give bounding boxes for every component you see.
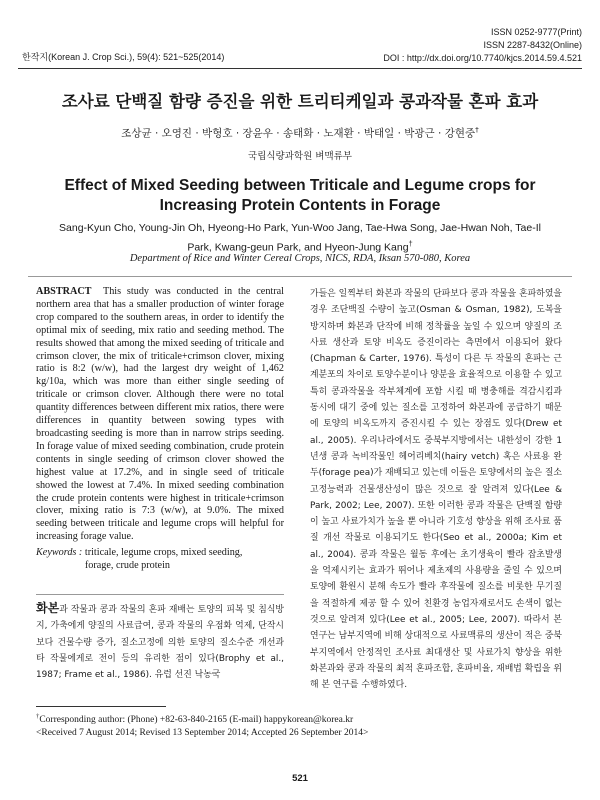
keywords-label: Keywords :: [36, 547, 83, 558]
doi-link[interactable]: DOI : http://dx.doi.org/10.7740/kjcs.2014.59.4.521: [383, 53, 582, 63]
footnote-divider: [36, 706, 166, 707]
journal-reference: 한작지(Korean J. Crop Sci.), 59(4): 521~525(2014): [22, 52, 225, 62]
footnote: [36, 710, 368, 740]
intro-right-column: 가들은 일찍부터 화본과 작물의 단파보다 콩과 작물을 혼파하였을 경우 조단백질 수량이 높고(Osman & Osman, 1982), 도복을 방지하며 화본과 단작에 비해 정착률을 높일 수 있으며 양질의 조사료 생산과 토양 비옥도 증진이라는 측면에서 이용되어 왔다(Chapman & Carter, 1976). 특성이 다른 두 작물의 혼파는 근계분포의 차이로 토양수분이나 양분을 효율적으로 이용할 수 있고 특히 콩과작물을 작부체계에 포함 시킬 때 병충해를 격감시킴과 동시에 대기 중에 있는 질소를 고정하여 화본과에 공급하기 때문에 토양의 비옥도까지 증진시킬 수 있는 장점도 있다(Drew et al., 2005). 우리나라에서도 중북부지방에서는 내한성이 강한 1년생 콩과 녹비작물인 헤어리베치(hairy vetch) 혹은 사료용 완두(forage pea)가 재배되고 있는데 이들은 토양에서의 높은 질소 고정능력과 건물생산성이 많은 것으로 잘 알려져 있다(Lee & Park, 2002; Lee, 2007). 또한 이러한 콩과 작물은 단백질 함량이 높고 사료가치가 높을 뿐 아니라 기호성 향상을 위해 조사료 품질 개선 작물로 이용되기도 한다(Seo et al., 2000a; Kim et al., 2004). 콩과 작물은 월동 후에는 초기생육이 빨라 잡초발생을 억제시키는 효과가 뛰어나 제초제의 사용량을 줄일 수 있으며 토양에 환원시 분해 속도가 빨라 후작물에 질소를 비롯한 무기질을 적절하게 제공 할 수 있어 친환경 농업자재로서도 손색이 없는 것으로 알려져 있다(Lee et al., 2005; Lee, 2007). 따라서 본 연구는 남부지역에 비해 상대적으로 사료맥류의 생산이 적은 중북부지역에서 안정적인 조사료 최대생산 및 사료가치 향상을 위한 화본과와 콩과 작물의 최적 혼파조합, 혼파비율, 재배법 확립을 위해 본 연구를 수행하였다.: [310, 289, 562, 691]
issn-print: ISSN 0252-9777(Print): [490, 27, 582, 37]
keywords: [36, 546, 284, 572]
received-dates: <Received 7 August 2014; Revised 13 September 2014; Accepted 26 September 2014>: [36, 728, 369, 739]
affiliation-english: Department of Rice and Winter Cereal Crops, NICS, RDA, Iksan 570-080, Korea: [129, 253, 471, 264]
journal-identifiers: [383, 26, 582, 65]
section-divider: [28, 276, 572, 277]
keywords-terms: triticale, legume crops, mixed seeding, forage, crude protein: [84, 547, 243, 571]
corresponding-author: †Corresponding author: (Phone) +82-63-840-2165 (E-mail) happykorean@korea.kr: [36, 713, 354, 726]
abstract: [36, 286, 284, 544]
authors-korean: 조상균 · 오영진 · 박형호 · 장윤우 · 송태화 · 노재환 · 박태일 · 박광근 · 강현중†: [121, 125, 479, 140]
title-korean: 조사료 단백질 함량 증진을 위한 트리티케일과 콩과작물 혼파 효과: [61, 92, 539, 111]
intro-left-text: 과 작물과 콩과 작물의 혼파 재배는 토양의 피복 및 침식방지, 가축에게 양질의 사료급여, 콩과 작물의 우점화 억제, 단작시보다 건물수량 증가, 질소고정에 의한 토양의 질소수준 개선과 타 작물에게로 전이 등의 유리한 점이 있다(Brophy et al., 1987; Frame et al., 1986). 유럽 선진 낙농국: [36, 605, 284, 681]
keywords-divider: [36, 594, 284, 595]
title-english: Effect of Mixed Seeding between Triticale and Legume crops for Increasing Protein Contents in Forage: [64, 177, 536, 214]
intro-left-column: [36, 600, 284, 683]
abstract-label: ABSTRACT: [36, 286, 92, 297]
page-number: 521: [292, 773, 308, 784]
drop-cap: 화본: [36, 601, 60, 615]
abstract-text: This study was conducted in the central northern area that has a smaller production of winter forage crop compared to the southern areas, in order to identify the optimal mix of seeding, mix ratio and seeding method. The results showed that among the mixed seeding of triticale and crimson clover, the mix of triticale+crimson clover, mixing ratio is 8:2 (w/w), had the largest dry weight of 1,462 kg/10a, which was more than either single seeding of triticale or crimson clover. Although there were no total quantity differences between different mix ratios, there were differences in quantity between sowing types with broadcasting seeding is more than in narrow strips seeding. In forage value of mixed seeding combination, crude protein contents in single seeding of crimson clover showed the highest value at 17.2%, and in single seed of triticale showed the lowest at 7.4%. In mixed seeding combination the crude protein contents were highest in triticale+crimson clover, mixing ratio is 7:3 (w/w), at 9.0%. The mixed seeding between triticale and legume crops will helpful for increasing forage value.: [36, 286, 284, 543]
issn-online: ISSN 2287-8432(Online): [483, 40, 582, 50]
authors-english: Sang-Kyun Cho, Young-Jin Oh, Hyeong-Ho Park, Yun-Woo Jang, Tae-Hwa Song, Jae-Hwan Noh, Tae-Il Park, Kwang-geun Park, and Hyeon-Jung Kang†: [59, 222, 541, 254]
affiliation-korean: 국립식량과학원 벼맥류부: [248, 151, 352, 162]
header-divider: [18, 68, 582, 69]
